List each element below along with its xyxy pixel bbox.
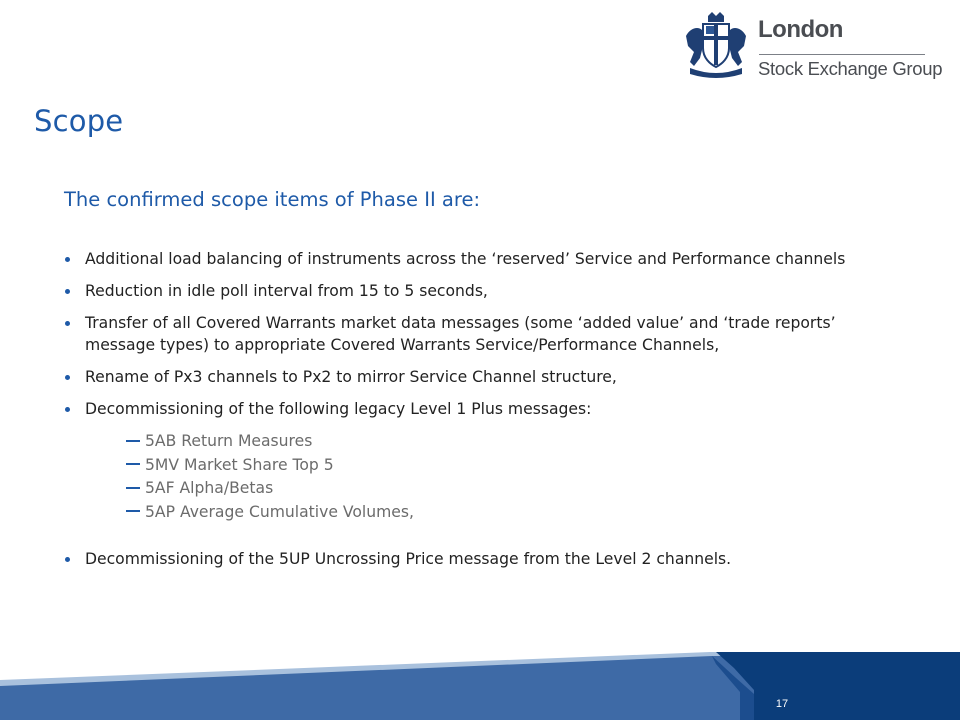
dash-icon [126,463,140,465]
scope-item: Additional load balancing of instruments across the ‘reserved’ Service and Performance channels [64,248,904,270]
scope-list [64,248,904,580]
legacy-messages-list [126,430,904,524]
legacy-message-label: 5AP Average Cumulative Volumes, [145,502,414,521]
legacy-message-label: 5MV Market Share Top 5 [145,455,334,474]
scope-item: Transfer of all Covered Warrants market data messages (some ‘added value’ and ‘trade reports’ message types) to appropriate Covered Warrants Service/Performance Channels, [64,312,904,356]
logo-wordmark-london: London [758,16,843,43]
legacy-message-item [126,501,904,525]
dash-icon [126,510,140,512]
scope-item: Decommissioning of the 5UP Uncrossing Price message from the Level 2 channels. [64,548,904,570]
coat-of-arms-icon [684,12,748,78]
scope-item: Rename of Px3 channels to Px2 to mirror Service Channel structure, [64,366,904,388]
slide-subtitle: The confirmed scope items of Phase II are: [64,188,481,211]
legacy-message-item [126,430,904,454]
legacy-message-label: 5AF Alpha/Betas [145,479,274,497]
page-number: 17 [775,698,789,710]
footer-band [0,652,960,720]
legacy-message-item [126,454,904,478]
dash-icon [126,487,140,489]
legacy-message-label: 5AB Return Measures [145,432,313,450]
scope-item: Reduction in idle poll interval from 15 to 5 seconds, [64,280,904,302]
logo-divider [759,54,925,55]
logo-wordmark-subtitle: Stock Exchange Group [758,58,943,79]
company-logo [684,12,944,80]
slide-title: Scope [34,104,124,138]
scope-item: Decommissioning of the following legacy Level 1 Plus messages: [64,398,904,420]
legacy-message-item [126,477,904,501]
dash-icon [126,440,140,442]
